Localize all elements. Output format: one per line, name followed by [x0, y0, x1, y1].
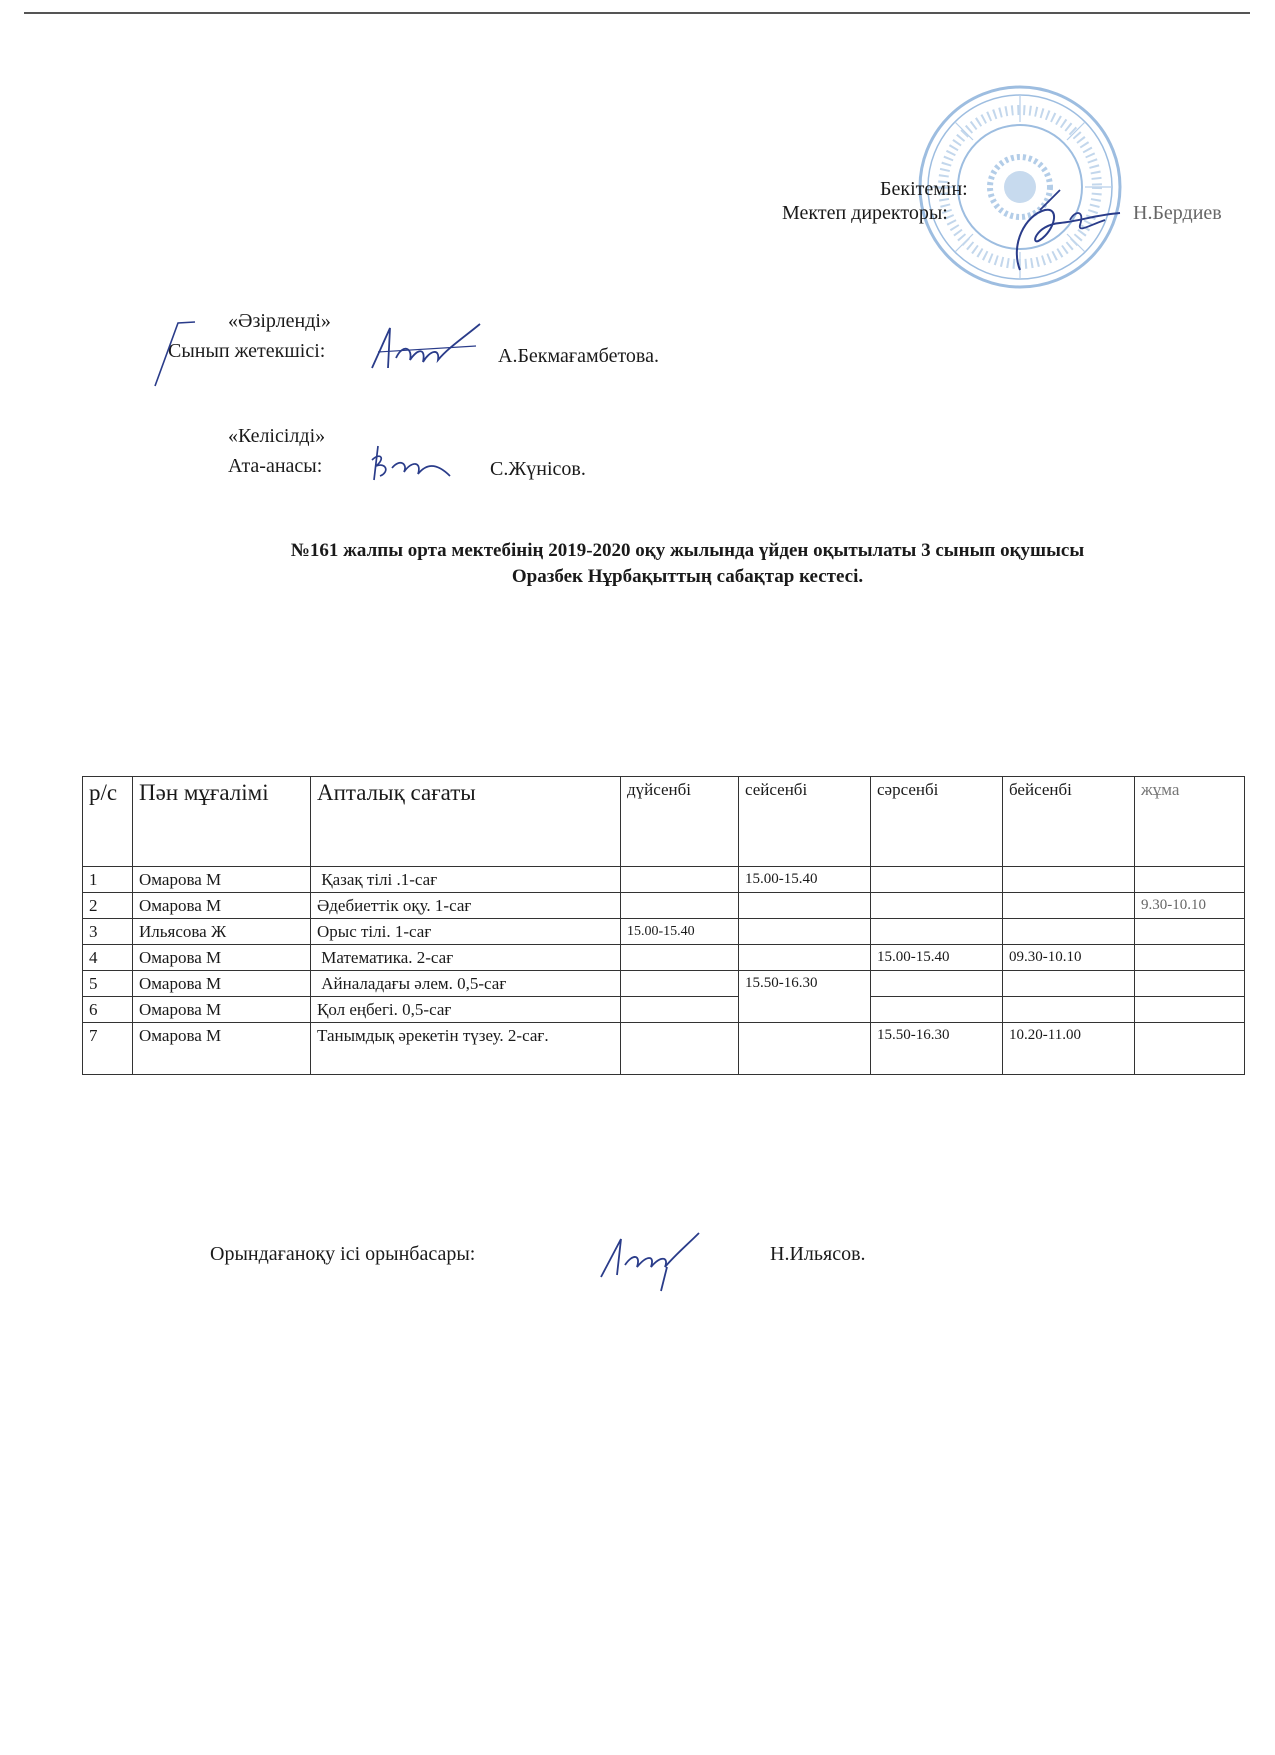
table-row	[83, 945, 1245, 971]
row-number: 5	[83, 971, 133, 997]
row-thursday: 10.20-11.00	[1003, 1023, 1135, 1075]
row-subject: Танымдық әрекетін түзеу. 2-сағ.	[311, 1023, 621, 1075]
row-number: 6	[83, 997, 133, 1023]
row-number: 7	[83, 1023, 133, 1075]
table-row	[83, 919, 1245, 945]
row-wednesday	[871, 867, 1003, 893]
table-row	[83, 997, 1245, 1023]
footer-role: Орындағаноқу ісі орынбасары:	[210, 1243, 476, 1265]
row-subject: Математика. 2-сағ	[311, 945, 621, 971]
document-title	[100, 538, 1275, 590]
header-friday: жұма	[1135, 777, 1245, 867]
margin-check-mark	[150, 318, 200, 388]
row-number: 1	[83, 867, 133, 893]
agreed-label: «Келісілді»	[228, 425, 326, 447]
director-name: Н.Бердиев	[1133, 202, 1222, 224]
schedule-table	[82, 776, 1245, 1075]
row-tuesday	[739, 919, 871, 945]
title-line-2: Оразбек Нұрбақыттың сабақтар кестесі.	[511, 566, 864, 587]
row-teacher: Омарова М	[133, 893, 311, 919]
row-teacher: Омарова М	[133, 867, 311, 893]
row-tuesday	[739, 1023, 871, 1075]
header-wednesday: сәрсенбі	[871, 777, 1003, 867]
row-teacher: Ильясова Ж	[133, 919, 311, 945]
row-monday	[621, 971, 739, 997]
prepared-role: Сынып жетекшісі:	[168, 340, 326, 362]
prepared-name: А.Бекмағамбетова.	[498, 345, 659, 367]
row-monday	[621, 1023, 739, 1075]
deputy-signature	[595, 1225, 705, 1295]
parent-signature	[366, 440, 456, 490]
header-monday: дүйсенбі	[621, 777, 739, 867]
row-wednesday	[871, 919, 1003, 945]
row-wednesday	[871, 893, 1003, 919]
row-monday	[621, 945, 739, 971]
teacher-signature	[368, 318, 486, 378]
row-tuesday-merged: 15.50-16.30	[739, 971, 871, 1023]
page-top-border	[24, 12, 1250, 14]
table-row	[83, 867, 1245, 893]
row-thursday	[1003, 971, 1135, 997]
row-tuesday	[739, 893, 871, 919]
approved-label: Бекітемін:	[880, 178, 968, 200]
row-friday	[1135, 1023, 1245, 1075]
row-monday	[621, 867, 739, 893]
header-weekly-hours: Апталық сағаты	[311, 777, 621, 867]
row-subject: Әдебиеттік оқу. 1-сағ	[311, 893, 621, 919]
row-thursday: 09.30-10.10	[1003, 945, 1135, 971]
row-subject: Орыс тілі. 1-сағ	[311, 919, 621, 945]
row-thursday	[1003, 919, 1135, 945]
prepared-label: «Әзірленді»	[228, 310, 331, 332]
row-number: 3	[83, 919, 133, 945]
row-subject: Қол еңбегі. 0,5-сағ	[311, 997, 621, 1023]
row-subject: Айналадағы әлем. 0,5-сағ	[311, 971, 621, 997]
row-number: 4	[83, 945, 133, 971]
row-teacher: Омарова М	[133, 971, 311, 997]
row-wednesday: 15.00-15.40	[871, 945, 1003, 971]
row-monday	[621, 997, 739, 1023]
table-header-row	[83, 777, 1245, 867]
row-friday	[1135, 867, 1245, 893]
row-number: 2	[83, 893, 133, 919]
header-number: р/с	[83, 777, 133, 867]
row-wednesday: 15.50-16.30	[871, 1023, 1003, 1075]
row-thursday	[1003, 997, 1135, 1023]
row-friday	[1135, 971, 1245, 997]
row-subject: Қазақ тілі .1-сағ	[311, 867, 621, 893]
row-wednesday	[871, 997, 1003, 1023]
row-tuesday	[739, 945, 871, 971]
table-row	[83, 893, 1245, 919]
director-signature	[1000, 185, 1130, 280]
footer-name: Н.Ильясов.	[770, 1243, 866, 1265]
header-tuesday: сейсенбі	[739, 777, 871, 867]
row-friday	[1135, 945, 1245, 971]
table-row	[83, 1023, 1245, 1075]
director-label: Мектеп директоры:	[782, 202, 948, 224]
row-thursday	[1003, 893, 1135, 919]
agreed-role: Ата-анасы:	[228, 455, 323, 477]
table-row	[83, 971, 1245, 997]
row-monday: 15.00-15.40	[621, 919, 739, 945]
row-teacher: Омарова М	[133, 997, 311, 1023]
header-teacher: Пән мұғалімі	[133, 777, 311, 867]
header-thursday: бейсенбі	[1003, 777, 1135, 867]
row-monday	[621, 893, 739, 919]
row-friday	[1135, 997, 1245, 1023]
row-friday	[1135, 919, 1245, 945]
row-tuesday: 15.00-15.40	[739, 867, 871, 893]
row-wednesday	[871, 971, 1003, 997]
row-thursday	[1003, 867, 1135, 893]
row-teacher: Омарова М	[133, 945, 311, 971]
row-friday: 9.30-10.10	[1135, 893, 1245, 919]
row-teacher: Омарова М	[133, 1023, 311, 1075]
title-line-1: №161 жалпы орта мектебінің 2019-2020 оқу жылында үйден оқытылаты 3 сынып оқушысы	[290, 540, 1085, 561]
agreed-name: С.Жүнісов.	[490, 458, 586, 480]
